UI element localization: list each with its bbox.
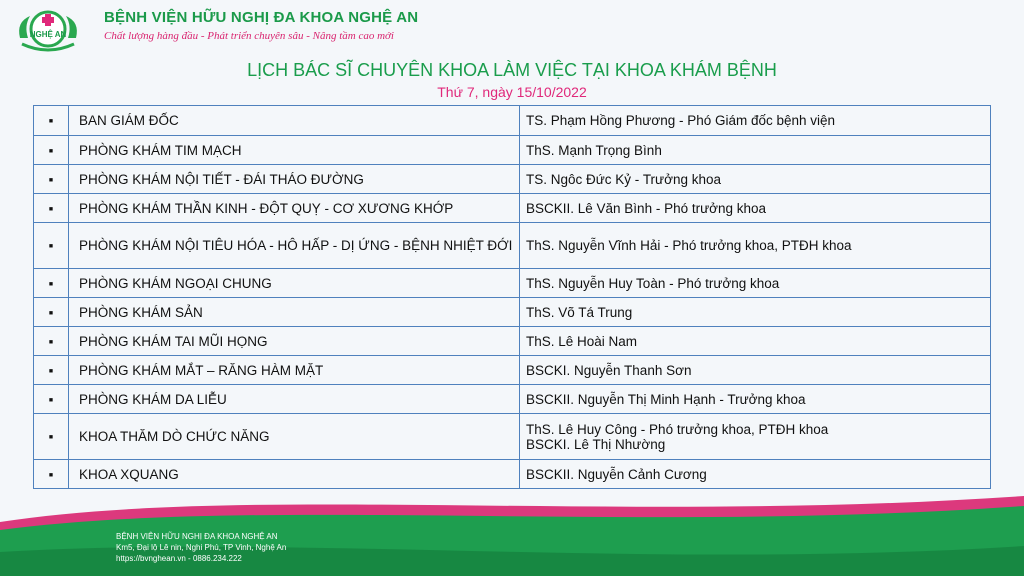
row-bullet: ▪ — [34, 356, 69, 385]
doctor-line: ThS. Lê Huy Công - Phó trưởng khoa, PTĐH khoa — [526, 421, 829, 437]
table-row — [34, 298, 991, 327]
row-bullet: ▪ — [34, 460, 69, 489]
row-bullet: ▪ — [34, 414, 69, 460]
row-bullet: ▪ — [34, 165, 69, 194]
doctor-cell: ThS. Nguyễn Vĩnh Hải - Phó trưởng khoa, PTĐH khoa — [520, 223, 991, 269]
table-row — [34, 356, 991, 385]
doctor-cell — [520, 414, 991, 460]
footer-contact: https://bvnghean.vn - 0886.234.222 — [116, 554, 242, 563]
department-cell: KHOA THĂM DÒ CHỨC NĂNG — [69, 414, 520, 460]
doctor-cell: TS. Phạm Hồng Phương - Phó Giám đốc bệnh viện — [520, 106, 991, 136]
department-cell: PHÒNG KHÁM NỘI TIẾT - ĐÁI THÁO ĐƯỜNG — [69, 165, 520, 194]
row-bullet: ▪ — [34, 194, 69, 223]
doctor-cell: TS. Ngôc Đức Kỷ - Trưởng khoa — [520, 165, 991, 194]
department-cell: PHÒNG KHÁM DA LIỄU — [69, 385, 520, 414]
department-cell: PHÒNG KHÁM NỘI TIÊU HÓA - HÔ HẤP - DỊ ỨNG - BỆNH NHIỆT ĐỚI — [69, 223, 520, 269]
department-cell: PHÒNG KHÁM NGOẠI CHUNG — [69, 269, 520, 298]
table-row — [34, 327, 991, 356]
row-bullet: ▪ — [34, 106, 69, 136]
department-cell: PHÒNG KHÁM TAI MŨI HỌNG — [69, 327, 520, 356]
page-subtitle: Thứ 7, ngày 15/10/2022 — [437, 84, 587, 100]
department-cell: PHÒNG KHÁM MẮT – RĂNG HÀM MẶT — [69, 356, 520, 385]
header — [0, 0, 1024, 60]
hospital-slogan: Chất lượng hàng đầu - Phát triển chuyên sâu - Nâng tầm cao mới — [104, 30, 394, 42]
doctor-cell: BSCKII. Nguyễn Cảnh Cương — [520, 460, 991, 489]
row-bullet: ▪ — [34, 223, 69, 269]
doctor-cell: ThS. Võ Tá Trung — [520, 298, 991, 327]
doctor-cell: ThS. Lê Hoài Nam — [520, 327, 991, 356]
department-cell: BAN GIÁM ĐỐC — [69, 106, 520, 136]
department-cell: KHOA XQUANG — [69, 460, 520, 489]
doctor-line: BSCKI. Lê Thị Nhường — [526, 436, 666, 452]
table-row — [34, 194, 991, 223]
schedule-table — [33, 105, 991, 489]
table-row — [34, 385, 991, 414]
department-cell: PHÒNG KHÁM THẦN KINH - ĐỘT QUỴ - CƠ XƯƠNG KHỚP — [69, 194, 520, 223]
footer-info — [116, 531, 286, 564]
footer-name: BỆNH VIỆN HỮU NGHỊ ĐA KHOA NGHỆ AN — [116, 532, 278, 541]
table-row — [34, 414, 991, 460]
footer-address: Km5, Đại lộ Lê nin, Nghi Phú, TP Vinh, Nghệ An — [116, 543, 287, 552]
doctor-cell: BSCKI. Nguyễn Thanh Sơn — [520, 356, 991, 385]
row-bullet: ▪ — [34, 136, 69, 165]
table-row — [34, 106, 991, 136]
table-row — [34, 269, 991, 298]
logo-text: NGHỆ AN — [29, 30, 67, 39]
doctor-cell: ThS. Mạnh Trọng Bình — [520, 136, 991, 165]
table-row — [34, 136, 991, 165]
row-bullet: ▪ — [34, 385, 69, 414]
table-row — [34, 460, 991, 489]
hospital-logo — [14, 8, 82, 54]
table-row — [34, 223, 991, 269]
doctor-cell: BSCKII. Nguyễn Thị Minh Hạnh - Trưởng khoa — [520, 385, 991, 414]
table-row — [34, 165, 991, 194]
row-bullet: ▪ — [34, 298, 69, 327]
department-cell: PHÒNG KHÁM SẢN — [69, 298, 520, 327]
doctor-cell: ThS. Nguyễn Huy Toàn - Phó trưởng khoa — [520, 269, 991, 298]
hospital-name: BỆNH VIỆN HỮU NGHỊ ĐA KHOA NGHỆ AN — [104, 9, 419, 26]
doctor-cell: BSCKII. Lê Văn Bình - Phó trưởng khoa — [520, 194, 991, 223]
row-bullet: ▪ — [34, 269, 69, 298]
row-bullet: ▪ — [34, 327, 69, 356]
department-cell: PHÒNG KHÁM TIM MẠCH — [69, 136, 520, 165]
page-title: LỊCH BÁC SĨ CHUYÊN KHOA LÀM VIỆC TẠI KHOA KHÁM BỆNH — [247, 60, 777, 80]
